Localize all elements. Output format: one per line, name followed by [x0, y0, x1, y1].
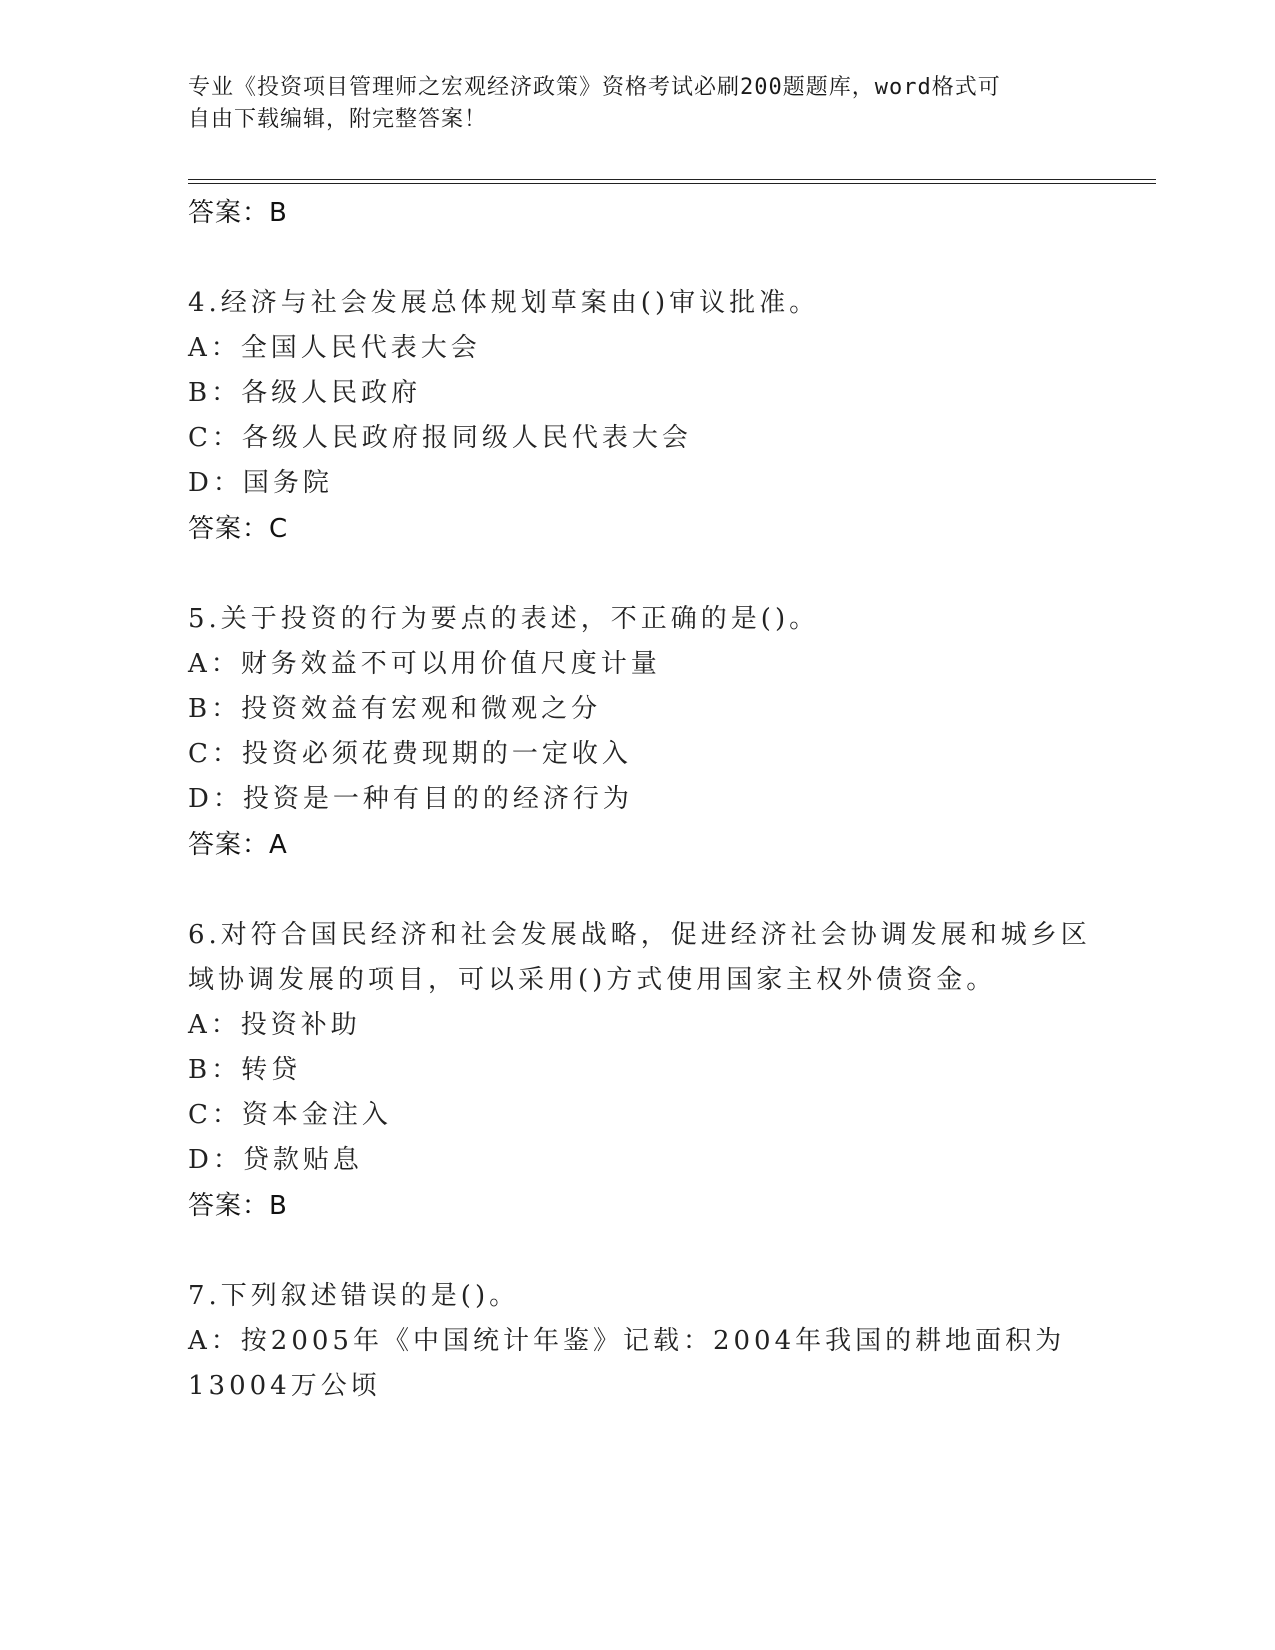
- spacer: [188, 236, 1088, 281]
- previous-answer: 答案：B: [188, 198, 288, 228]
- option-a-continued: 13004万公顷: [188, 1371, 381, 1401]
- question-block: [188, 281, 1088, 552]
- option-c: C：各级人民政府报同级人民代表大会: [188, 423, 692, 453]
- question-stem: 5.关于投资的行为要点的表述，不正确的是()。: [188, 604, 820, 634]
- spacer: [188, 552, 1088, 597]
- question-stem: 4.经济与社会发展总体规划草案由()审议批准。: [188, 288, 820, 318]
- answer-line: 答案：C: [188, 514, 289, 544]
- question-list: [188, 190, 1091, 1409]
- question-stem: 7.下列叙述错误的是()。: [188, 1281, 520, 1311]
- question-block: [188, 1274, 1088, 1409]
- header-line-1: 专业《投资项目管理师之宏观经济政策》资格考试必刷200题题库，word格式可: [188, 75, 1001, 100]
- option-a: A：全国人民代表大会: [188, 333, 481, 363]
- question-stem-line-1: 6.对符合国民经济和社会发展战略，促进经济社会协调发展和城乡区: [188, 920, 1091, 950]
- option-a: A：按2005年《中国统计年鉴》记载：2004年我国的耕地面积为: [188, 1326, 1066, 1356]
- question-block: [188, 913, 1091, 1229]
- question-stem-line-2: 域协调发展的项目，可以采用()方式使用国家主权外债资金。: [188, 965, 997, 995]
- header-line-2: 自由下载编辑，附完整答案！: [188, 107, 488, 132]
- option-b: B：转贷: [188, 1055, 302, 1085]
- option-d: D：贷款贴息: [188, 1145, 363, 1175]
- answer-line: 答案：A: [188, 830, 288, 860]
- answer-line: 答案：B: [188, 1191, 288, 1221]
- spacer: [188, 1229, 1088, 1274]
- option-d: D：国务院: [188, 468, 333, 498]
- question-block: [188, 597, 1088, 868]
- header-divider: [188, 179, 1156, 184]
- option-c: C：资本金注入: [188, 1100, 392, 1130]
- option-b: B：投资效益有宏观和微观之分: [188, 694, 602, 724]
- option-a: A：财务效益不可以用价值尺度计量: [188, 649, 661, 679]
- option-c: C：投资必须花费现期的一定收入: [188, 739, 632, 769]
- spacer: [188, 868, 1088, 913]
- option-d: D：投资是一种有目的的经济行为: [188, 784, 633, 814]
- document-header: [188, 72, 1068, 136]
- option-b: B：各级人民政府: [188, 378, 422, 408]
- option-a: A：投资补助: [188, 1010, 361, 1040]
